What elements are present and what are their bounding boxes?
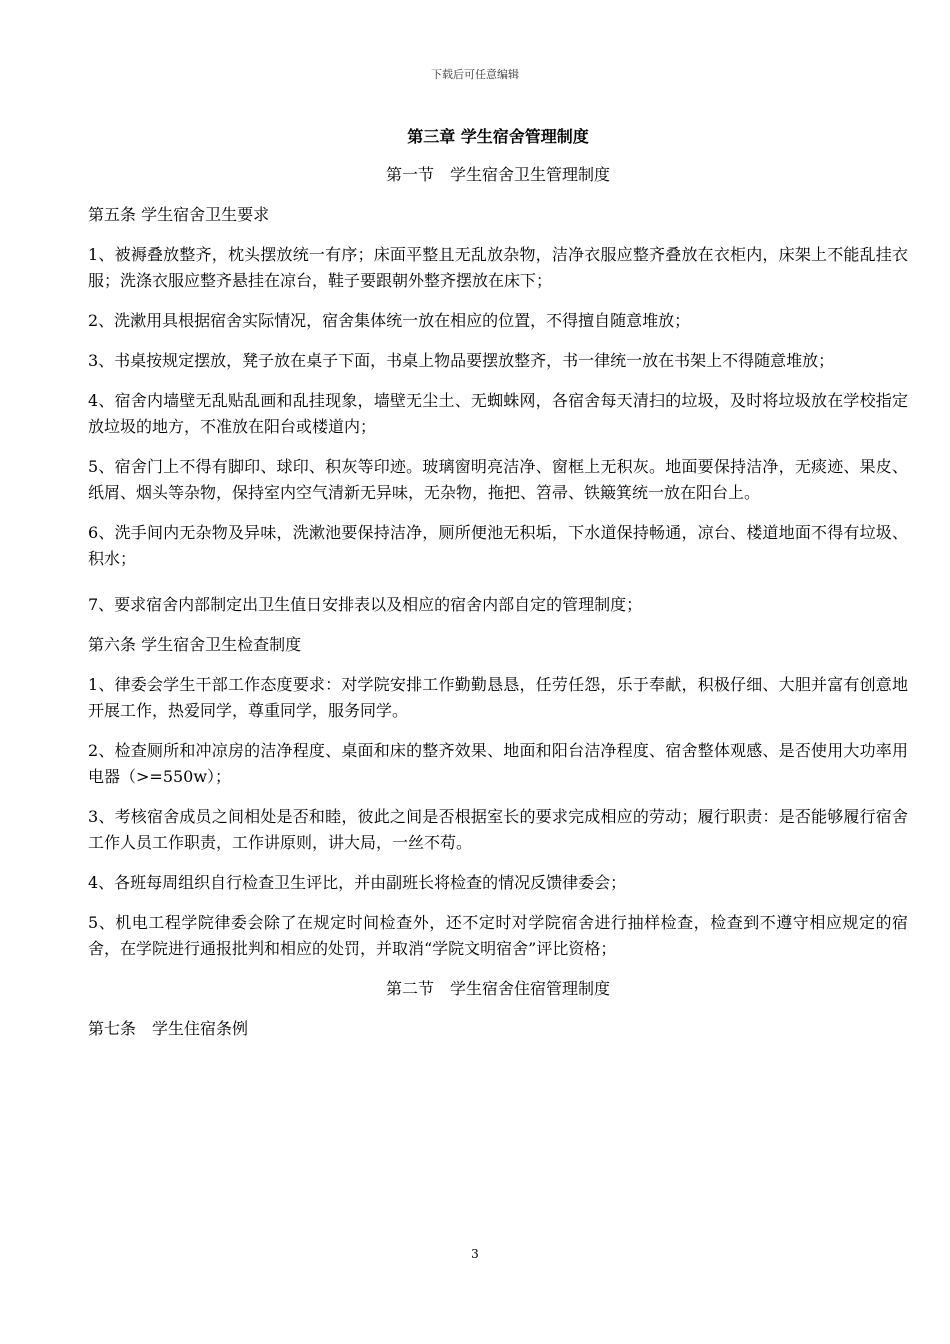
article-7-title: 第七条 学生住宿条例 xyxy=(88,1019,249,1038)
article-6-item-4: 4、各班每周组织自行检查卫生评比，并由副班长将检查的情况反馈律委会； xyxy=(88,873,627,892)
article-5-title: 第五条 学生宿舍卫生要求 xyxy=(88,205,270,224)
article-6-item-2: 2、检查厕所和冲凉房的洁净程度、桌面和床的整齐效果、地面和阳台洁净程度、宿舍整体观感、是否使用大功率用电器（>=550w）； xyxy=(88,741,908,786)
article-5-item-7: 7、要求宿舍内部制定出卫生值日安排表以及相应的宿舍内部自定的管理制度； xyxy=(88,595,643,614)
section-title-2: 第二节 学生宿舍住宿管理制度 xyxy=(385,979,610,998)
header-note: 下载后可任意编辑 xyxy=(431,68,519,81)
article-5-item-1: 1、被褥叠放整齐，枕头摆放统一有序；床面平整且无乱放杂物，洁净衣服应整齐叠放在衣柜内，床架上不能乱挂衣服；洗涤衣服应整齐悬挂在凉台，鞋子要跟朝外整齐摆放在床下； xyxy=(88,245,908,290)
article-5-item-6: 6、洗手间内无杂物及异味，洗漱池要保持洁净，厕所便池无积垢，下水道保持畅通，凉台、楼道地面不得有垃圾、积水； xyxy=(88,523,908,568)
article-5-item-5: 5、宿舍门上不得有脚印、球印、积灰等印迹。玻璃窗明亮洁净、窗框上无积灰。地面要保持洁净，无痰迹、果皮、纸屑、烟头等杂物，保持室内空气清新无异味，无杂物，拖把、笤帚、铁簸箕统一放在阳台上。 xyxy=(88,457,908,502)
article-5-item-4: 4、宿舍内墙壁无乱贴乱画和乱挂现象，墙壁无尘土、无蜘蛛网，各宿舍每天清扫的垃圾，及时将垃圾放在学校指定放垃圾的地方，不准放在阳台或楼道内； xyxy=(88,391,908,436)
section-title-1: 第一节 学生宿舍卫生管理制度 xyxy=(385,165,610,184)
article-6-item-3: 3、考核宿舍成员之间相处是否和睦，彼此之间是否根据室长的要求完成相应的劳动；履行职责：是否能够履行宿舍工作人员工作职责，工作讲原则，讲大局，一丝不苟。 xyxy=(88,807,908,852)
page-number: 3 xyxy=(471,1247,479,1261)
article-6-item-1: 1、律委会学生干部工作态度要求：对学院安排工作勤勤恳恳，任劳任怨，乐于奉献，积极仔细、大胆并富有创意地开展工作，热爱同学，尊重同学，服务同学。 xyxy=(88,675,908,720)
article-5-item-2: 2、洗漱用具根据宿舍实际情况，宿舍集体统一放在相应的位置，不得擅自随意堆放； xyxy=(88,311,691,330)
article-5-item-3: 3、书桌按规定摆放，凳子放在桌子下面，书桌上物品要摆放整齐，书一律统一放在书架上不得随意堆放； xyxy=(88,351,835,370)
document-body xyxy=(88,124,908,1056)
article-6-item-5: 5、机电工程学院律委会除了在规定时间检查外，还不定时对学院宿舍进行抽样检查，检查到不遵守相应规定的宿舍，在学院进行通报批判和相应的处罚，并取消“学院文明宿舍”评比资格； xyxy=(88,913,908,958)
article-6-title: 第六条 学生宿舍卫生检查制度 xyxy=(88,635,302,654)
chapter-title: 第三章 学生宿舍管理制度 xyxy=(407,127,589,146)
